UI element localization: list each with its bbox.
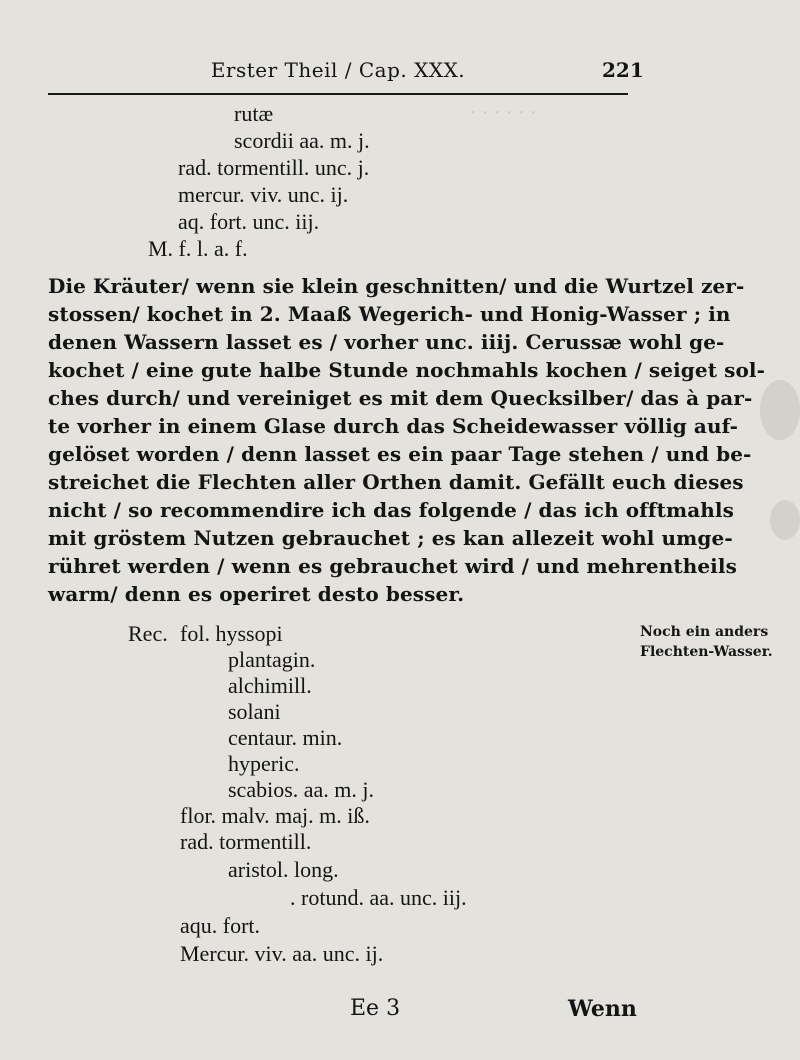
margin-note-line: Noch ein anders: [640, 624, 769, 640]
paragraph-line: stossen/ kochet in 2. Maaß Wegerich- und Honig-Wasser ; in: [48, 302, 731, 326]
recipe-line: alchimill.: [228, 673, 312, 698]
recipe-line: Mercur. viv. aa. unc. ij.: [180, 941, 384, 966]
paragraph-line: rühret werden / wenn es gebrauchet wird / und mehrentheils: [48, 554, 737, 578]
recipe-line: rad. tormentill.: [180, 829, 312, 854]
paragraph-line: nicht / so recommendire ich das folgende / das ich offtmahls: [48, 498, 734, 522]
recipe-line: aq. fort. unc. iij.: [178, 209, 320, 234]
paragraph-line: warm/ denn es operiret desto besser.: [48, 582, 465, 606]
rec-label: Rec.: [128, 621, 168, 646]
signature-mark: Ee 3: [350, 996, 401, 1021]
paragraph-line: kochet / eine gute halbe Stunde nochmahls kochen / seiget sol-: [48, 358, 766, 382]
recipe-line: rutæ: [234, 101, 274, 126]
recipe-line: aqu. fort.: [180, 913, 261, 938]
catchword: Wenn: [568, 996, 637, 1022]
recipe-line: plantagin.: [228, 647, 316, 672]
margin-note-line: Flechten-Wasser.: [640, 644, 773, 660]
paragraph-line: Die Kräuter/ wenn sie klein geschnitten/ und die Wurtzel zer-: [48, 274, 745, 298]
recipe-line: scordii aa. m. j.: [234, 128, 370, 153]
recipe-line: scabios. aa. m. j.: [228, 777, 375, 802]
page-number: 221: [602, 58, 644, 82]
running-head: Erster Theil / Cap. XXX.: [210, 58, 466, 82]
recipe-line: aristol. long.: [228, 857, 339, 882]
recipe-line: centaur. min.: [228, 725, 343, 750]
recipe-line: flor. malv. maj. m. iß.: [180, 803, 370, 828]
paragraph-line: ches durch/ und vereiniget es mit dem Quecksilber/ das à par-: [48, 386, 753, 410]
recipe-line: . rotund. aa. unc. iij.: [290, 885, 467, 910]
recipe-line: mercur. viv. unc. ij.: [178, 182, 349, 207]
paragraph-line: denen Wassern lasset es / vorher unc. iiij. Cerussæ wohl ge-: [48, 330, 725, 354]
header-rule: [48, 93, 628, 95]
bleed-through: · · · · · ·: [470, 102, 537, 124]
recipe-closing: M. f. l. a. f.: [148, 236, 248, 261]
recipe-line: hyperic.: [228, 751, 300, 776]
paragraph-line: mit gröstem Nutzen gebrauchet ; es kan allezeit wohl umge-: [48, 526, 733, 550]
page-stain: [770, 500, 800, 540]
recipe-line: rad. tormentill. unc. j.: [178, 155, 370, 180]
paragraph-line: gelöset worden / denn lasset es ein paar Tage stehen / und be-: [48, 442, 752, 466]
margin-note: [640, 622, 790, 662]
paragraph-line: te vorher in einem Glase durch das Scheidewasser völlig auf-: [48, 414, 739, 438]
instruction-paragraph: [48, 272, 766, 608]
paragraph-line: streichet die Flechten aller Orthen damit. Gefällt euch dieses: [48, 470, 744, 494]
running-header: [48, 58, 628, 88]
page-stain: [760, 380, 800, 440]
recipe-line: solani: [228, 699, 281, 724]
recipe-line: fol. hyssopi: [180, 621, 283, 646]
